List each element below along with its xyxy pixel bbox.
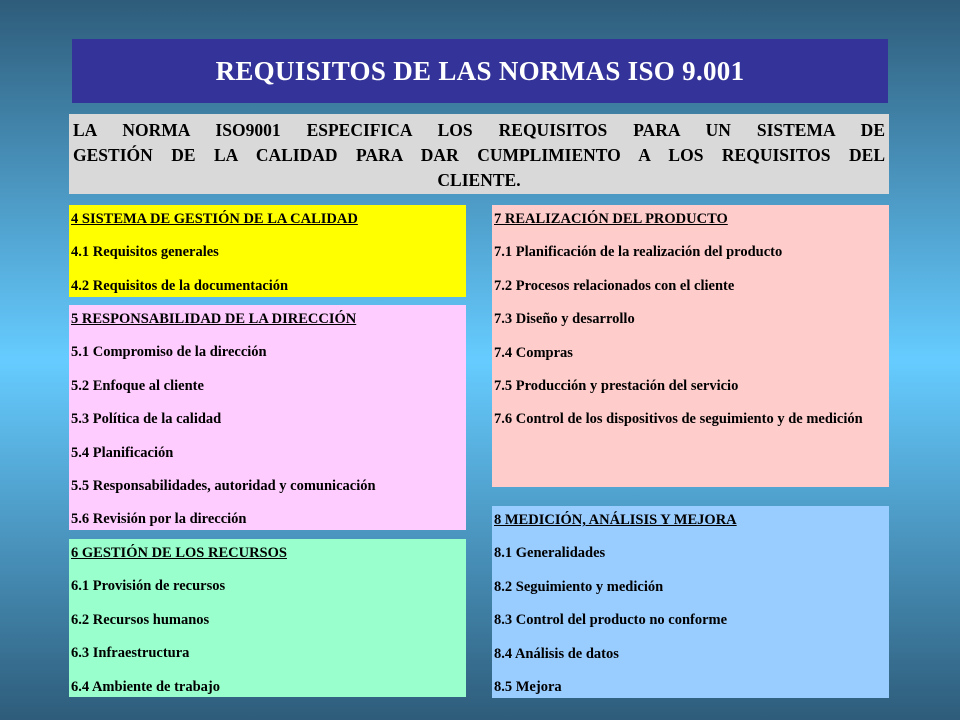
section-6-box bbox=[69, 539, 466, 697]
section-item: 8.2 Seguimiento y medición bbox=[494, 578, 664, 595]
section-heading: 7 REALIZACIÓN DEL PRODUCTO bbox=[494, 211, 728, 227]
section-item: 6.3 Infraestructura bbox=[71, 645, 190, 662]
section-8-box bbox=[492, 506, 889, 698]
page-title: REQUISITOS DE LAS NORMAS ISO 9.001 bbox=[215, 55, 745, 86]
section-item: 6.2 Recursos humanos bbox=[71, 611, 210, 628]
section-item: 6.4 Ambiente de trabajo bbox=[71, 678, 221, 695]
section-item: 4.2 Requisitos de la documentación bbox=[71, 277, 289, 294]
intro-line-1: LA NORMA ISO9001 ESPECIFICA LOS REQUISITOS PARA UN SISTEMA DE bbox=[73, 120, 885, 140]
section-item: 4.1 Requisitos generales bbox=[71, 244, 219, 261]
section-item: 7.5 Producción y prestación del servicio bbox=[494, 377, 739, 394]
section-item: 5.1 Compromiso de la dirección bbox=[71, 344, 267, 361]
section-item: 8.1 Generalidades bbox=[494, 545, 606, 562]
intro-box bbox=[69, 114, 889, 194]
intro-line-3: CLIENTE. bbox=[437, 170, 521, 190]
section-item: 5.4 Planificación bbox=[71, 444, 174, 461]
section-5-box bbox=[69, 305, 466, 530]
section-item: 8.3 Control del producto no conforme bbox=[494, 612, 728, 629]
section-4-box bbox=[69, 205, 466, 297]
section-item: 8.5 Mejora bbox=[494, 678, 562, 695]
section-heading: 6 GESTIÓN DE LOS RECURSOS bbox=[71, 545, 287, 561]
section-item: 7.2 Procesos relacionados con el cliente bbox=[494, 277, 735, 294]
section-item: 7.3 Diseño y desarrollo bbox=[494, 311, 635, 328]
section-item: 5.5 Responsabilidades, autoridad y comunicación bbox=[71, 477, 376, 494]
section-heading: 8 MEDICIÓN, ANÁLISIS Y MEJORA bbox=[494, 512, 737, 528]
section-item: 5.2 Enfoque al cliente bbox=[71, 377, 204, 394]
intro-line-2: GESTIÓN DE LA CALIDAD PARA DAR CUMPLIMIENTO A LOS REQUISITOS DEL bbox=[73, 145, 885, 165]
section-item: 6.1 Provisión de recursos bbox=[71, 578, 226, 595]
section-item: 5.6 Revisión por la dirección bbox=[71, 511, 247, 528]
title-banner bbox=[72, 39, 888, 103]
section-item: 8.4 Análisis de datos bbox=[494, 645, 619, 662]
section-item: 7.6 Control de los dispositivos de seguimiento y de medición bbox=[494, 411, 863, 428]
section-heading: 4 SISTEMA DE GESTIÓN DE LA CALIDAD bbox=[71, 211, 358, 227]
section-item: 7.1 Planificación de la realización del producto bbox=[494, 244, 783, 261]
section-item: 7.4 Compras bbox=[494, 344, 573, 361]
section-heading: 5 RESPONSABILIDAD DE LA DIRECCIÓN bbox=[71, 311, 357, 327]
section-7-box bbox=[492, 205, 889, 487]
section-item: 5.3 Política de la calidad bbox=[71, 411, 222, 428]
